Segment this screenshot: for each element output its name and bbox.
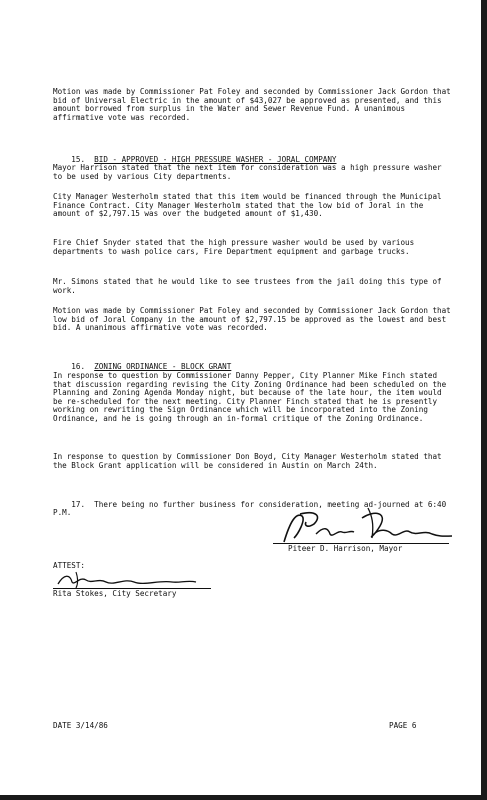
- mayor-signature: [276, 504, 456, 548]
- paragraph-city-manager: City Manager Westerholm stated that this item would be financed through the Municipal Finance Contract. City Manager Westerholm stated that the low bid of Joral in the amount of $2,797.15 was over the budgeted amount of $1,430.: [53, 192, 447, 219]
- paragraph-motion-universal-electric: Motion was made by Commissioner Pat Foley and seconded by Commissioner Jack Gordon that bid of Universal Electric in the amount of $43,027 be approved as presented, and this amount borrowed from surplus in the Water and Sewer Revenue Fund. A unanimous affirmative vote was recorded.: [53, 87, 456, 122]
- footer-page-number: PAGE 6: [389, 721, 417, 730]
- footer-date: DATE 3/14/86: [53, 721, 108, 730]
- item-16-number: 16.: [71, 361, 86, 371]
- scan-edge-bottom: [0, 795, 487, 800]
- attest-label: ATTEST:: [53, 561, 86, 570]
- scan-edge-right: [481, 0, 487, 800]
- item-15-number: 15.: [71, 154, 86, 164]
- paragraph-motion-joral: Motion was made by Commissioner Pat Foley and seconded by Commissioner Jack Gordon that low bid of Joral Company in the amount of $2,797.15 be approved as the lowest and best bid. A unanimous affirmative vote was recorded.: [53, 306, 456, 333]
- paragraph-simons: Mr. Simons stated that he would like to see trustees from the jail doing this type of work.: [53, 277, 447, 295]
- secretary-name: Rita Stokes, City Secretary: [53, 589, 177, 598]
- secretary-signature: [54, 568, 204, 590]
- paragraph-block-grant: In response to question by Commissioner Don Boyd, City Manager Westerholm stated that the Block Grant application will be considered in Austin on March 24th.: [53, 452, 447, 470]
- mayor-name: Piteer D. Harrison, Mayor: [288, 544, 403, 553]
- item-15-title: BID - APPROVED - HIGH PRESSURE WASHER - JORAL COMPANY: [94, 154, 337, 164]
- item-16-title: ZONING ORDINANCE - BLOCK GRANT: [94, 361, 232, 371]
- item-17-number: 17.: [71, 499, 86, 509]
- paragraph-mayor-statement: Mayor Harrison stated that the next item for consideration was a high pressure washer to be used by various City departments.: [53, 163, 447, 181]
- paragraph-fire-chief: Fire Chief Snyder stated that the high pressure washer would be used by various departments to wash police cars, Fire Department equipment and garbage trucks.: [53, 238, 419, 256]
- paragraph-zoning-ordinance: In response to question by Commissioner Danny Pepper, City Planner Mike Finch stated that discussion regarding revising the City Zoning Ordinance had been scheduled on the Planning and Zoning Agenda Monday night, but because of the late hour, the item would be re-scheduled for the next meeting. City Planner Finch stated that he is presently working on rewriting the Sign Ordinance which will be incorporated into the Zoning Ordinance, and he is going through an in-formal critique of the Zoning Ordinance.: [53, 371, 451, 423]
- paragraph-adjourn: There being no further business for consideration, meeting ad-journed at 6:40 P.M.: [53, 499, 451, 518]
